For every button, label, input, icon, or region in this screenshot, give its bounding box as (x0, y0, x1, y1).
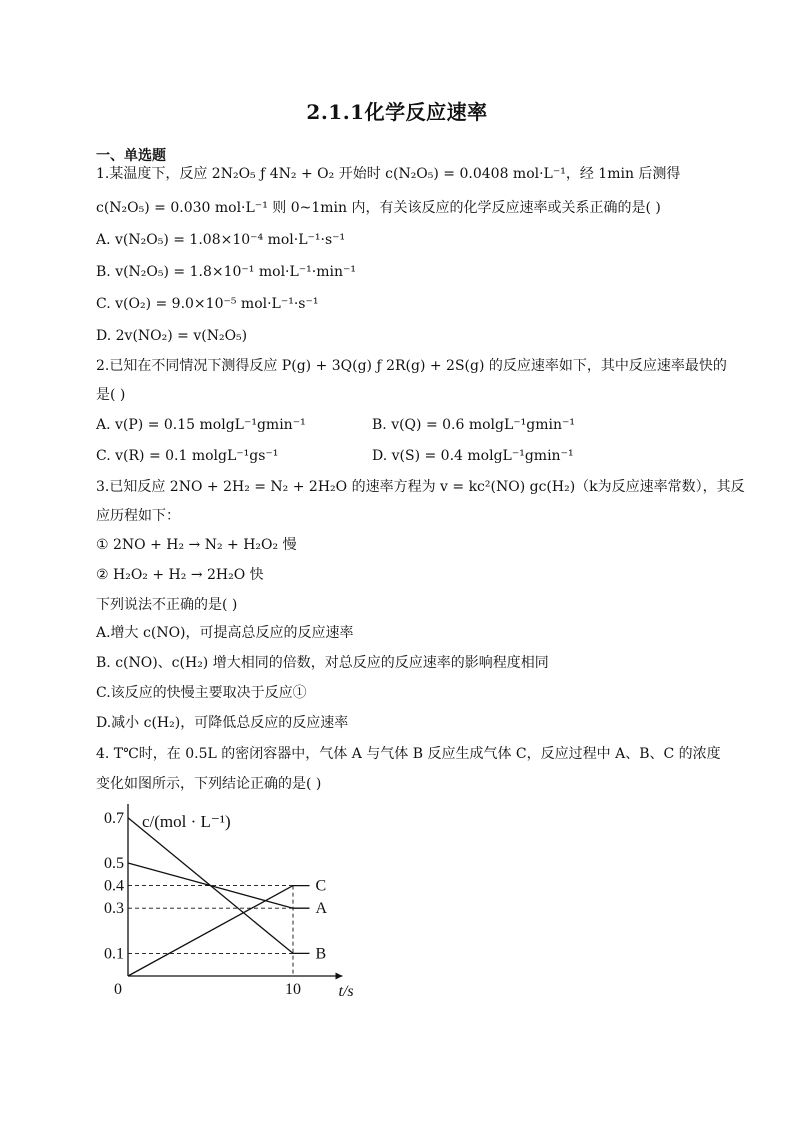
q3-stem-line2: 应历程如下： (96, 508, 180, 524)
q2-stem-line1: 2.已知在不同情况下测得反应 P(g) + 3Q(g) ƒ 2R(g) + 2S(g) 的反应速率如下，其中反应速率最快的 (96, 358, 727, 374)
y-tick-label-2: 0.4 (104, 877, 124, 895)
page-title: 2.1.1化学反应速率 (306, 100, 488, 124)
q3-option-b: B. c(NO)、c(H₂) 增大相同的倍数，对总反应的反应速率的影响程度相同 (96, 655, 549, 671)
x-axis-label: t/s (338, 983, 354, 1000)
concentration-time-chart (90, 804, 370, 1009)
q3-step-1: ① 2NO + H₂ → N₂ + H₂O₂ 慢 (96, 537, 297, 553)
q3-stem-question: 下列说法不正确的是( ) (96, 597, 238, 613)
y-tick-label-3: 0.5 (104, 855, 124, 872)
q4-stem-line1: 4. T℃时，在 0.5L 的密闭容器中，气体 A 与气体 B 反应生成气体 C，反应过程中 A、B、C 的浓度 (96, 746, 721, 762)
series-label-a: A (315, 900, 328, 918)
x-axis-arrow (336, 973, 343, 980)
y-tick-label-1: 0.3 (104, 900, 124, 918)
q3-option-d: D.减小 c(H₂)，可降低总反应的反应速率 (96, 715, 349, 731)
q3-option-c: C.该反应的快慢主要取决于反应① (96, 685, 307, 701)
section-heading: 一、单选题 (96, 148, 166, 164)
q2-option-c: C. v(R) = 0.1 molgL⁻¹gs⁻¹ (96, 448, 279, 464)
q2-option-a: A. v(P) = 0.15 molgL⁻¹gmin⁻¹ (96, 417, 306, 433)
q2-stem-line2: 是( ) (96, 387, 126, 403)
q1-option-a: A. v(N₂O₅) = 1.08×10⁻⁴ mol·L⁻¹·s⁻¹ (96, 232, 346, 248)
y-axis-label: c/(mol · L⁻¹) (142, 812, 231, 831)
y-tick-label-4: 0.7 (104, 809, 124, 827)
y-tick-label-0: 0.1 (104, 945, 124, 963)
q3-option-a: A.增大 c(NO)，可提高总反应的反应速率 (96, 625, 354, 641)
q2-option-d: D. v(S) = 0.4 molgL⁻¹gmin⁻¹ (372, 448, 574, 464)
q1-stem-line1: 1.某温度下，反应 2N₂O₅ ƒ 4N₂ + O₂ 开始时 c(N₂O₅) = 0.0408 mol·L⁻¹，经 1min 后测得 (96, 166, 681, 182)
q1-option-d: D. 2v(NO₂) = v(N₂O₅) (96, 328, 248, 344)
q4-stem-line2: 变化如图所示，下列结论正确的是( ) (96, 776, 322, 792)
q2-option-b: B. v(Q) = 0.6 molgL⁻¹gmin⁻¹ (372, 417, 576, 433)
series-label-c: C (315, 877, 327, 895)
q1-stem-line2: c(N₂O₅) = 0.030 mol·L⁻¹ 则 0~1min 内，有关该反应的化学反应速率或关系正确的是( ) (96, 200, 661, 216)
q1-option-b: B. v(N₂O₅) = 1.8×10⁻¹ mol·L⁻¹·min⁻¹ (96, 264, 357, 280)
q1-option-c: C. v(O₂) = 9.0×10⁻⁵ mol·L⁻¹·s⁻¹ (96, 296, 319, 312)
q3-stem-line1: 3.已知反应 2NO + 2H₂ = N₂ + 2H₂O 的速率方程为 v = kc²(NO) gc(H₂)（k为反应速率常数），其反 (96, 479, 745, 495)
x-tick-label-0: 0 (114, 981, 122, 998)
q3-step-2: ② H₂O₂ + H₂ → 2H₂O 快 (96, 567, 264, 583)
series-line-c (128, 886, 310, 976)
series-label-b: B (315, 945, 327, 963)
x-tick-label-10: 10 (285, 981, 301, 998)
